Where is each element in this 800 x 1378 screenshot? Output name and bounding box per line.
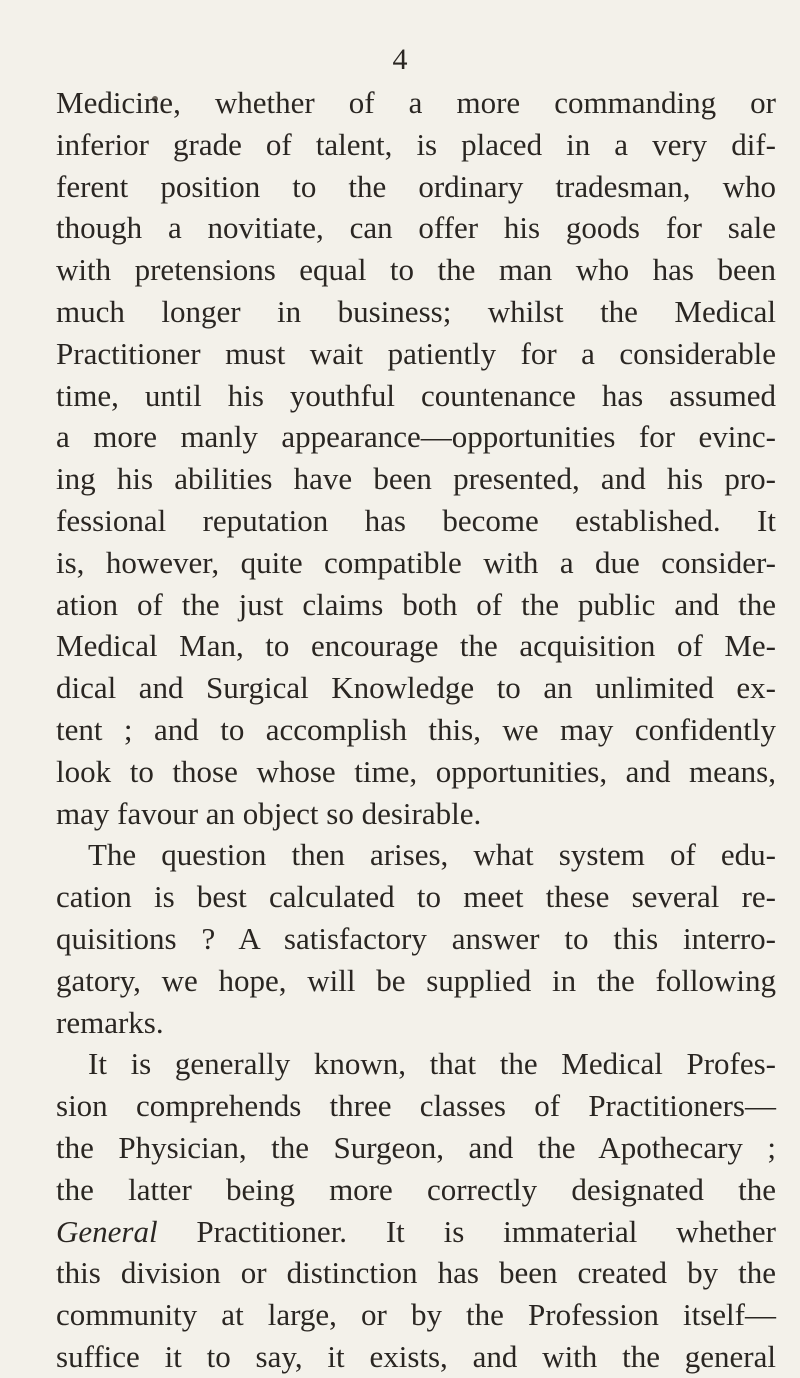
text-line: cation is best calculated to meet these several re- xyxy=(56,879,776,915)
text-line: tent ; and to accomplish this, we may confidently xyxy=(56,711,776,747)
text-line: the latter being more correctly designated the xyxy=(56,1171,776,1207)
text-line: ation of the just claims both of the public and the xyxy=(56,586,776,622)
text-line: Medical Man, to encourage the acquisition of Me- xyxy=(56,628,776,664)
text-line: this division or distinction has been created by the xyxy=(56,1255,776,1291)
text-line: though a novitiate, can offer his goods for sale xyxy=(56,210,776,246)
text-line: sion comprehends three classes of Practitioners— xyxy=(56,1088,776,1124)
text-line: Medicine, whether of a more commanding or xyxy=(56,85,776,120)
text-line: the Physician, the Surgeon, and the Apothecary ; xyxy=(56,1129,776,1165)
italic-term: General xyxy=(56,1213,158,1249)
line-text: Practitioner. It is immaterial whether xyxy=(157,1213,776,1249)
text-line: is, however, quite compatible with a due consider- xyxy=(56,544,776,580)
text-line: look to those whose time, opportunities, and means, xyxy=(56,753,776,789)
text-line xyxy=(56,1211,776,1253)
text-line: It is generally known, that the Medical Profes- xyxy=(88,1046,776,1082)
text-line: ing his abilities have been presented, and his pro- xyxy=(56,461,776,497)
text-line: remarks. xyxy=(56,1004,164,1040)
text-line: with pretensions equal to the man who has been xyxy=(56,252,776,288)
body-text xyxy=(56,82,776,1378)
text-line: may favour an object so desirable. xyxy=(56,795,482,831)
text-line: The question then arises, what system of edu- xyxy=(88,837,776,873)
text-line: time, until his youthful countenance has assumed xyxy=(56,377,776,413)
text-line: a more manly appearance—opportunities for evinc- xyxy=(56,419,776,455)
text-line: much longer in business; whilst the Medical xyxy=(56,293,776,329)
text-line: quisitions ? A satisfactory answer to this interro- xyxy=(56,920,776,956)
text-line: gatory, we hope, will be supplied in the following xyxy=(56,962,776,998)
text-line: community at large, or by the Profession itself— xyxy=(56,1297,776,1333)
text-line: suffice it to say, it exists, and with the general xyxy=(56,1338,776,1374)
text-line: Practitioner must wait patiently for a considerable xyxy=(56,335,776,371)
text-line: ferent position to the ordinary tradesman, who xyxy=(56,168,776,204)
text-line: dical and Surgical Knowledge to an unlimited ex- xyxy=(56,670,776,706)
page-number: 4 xyxy=(392,43,408,76)
text-line: inferior grade of talent, is placed in a very dif- xyxy=(56,126,776,162)
text-line: fessional reputation has become established. It xyxy=(56,502,776,538)
